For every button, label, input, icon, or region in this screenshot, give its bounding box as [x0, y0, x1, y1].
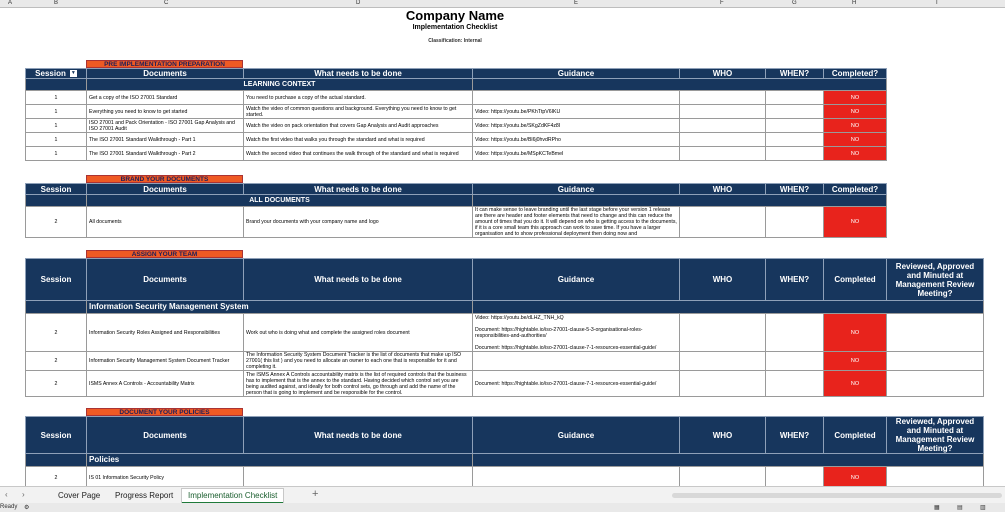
table-row: 2 IS 01 Information Security Policy NO: [26, 467, 984, 489]
group-label: Policies: [87, 454, 473, 467]
add-sheet-button[interactable]: +: [312, 488, 319, 500]
sheet-tab-bar: [0, 486, 1005, 504]
status-bar: [0, 503, 1005, 512]
learning-context-table: [25, 68, 887, 161]
col-documents: Documents: [87, 69, 244, 79]
all-documents-table: Session Documents What needs to be done Guidance WHO WHEN? Completed? ALL DOCUMENTS 2 All documents Brand your documents with your company name and logo It can make sense to leave branding until the last stage before your version 1 release are there are header and footer elements that need to change and this can reduce the amount of times that you do it. It will depend on who is getting access to the documents, if it is a core small team this approach can work to save time. If you have a larger organisation and to show professional deployment then doing now and NO: [25, 183, 887, 238]
status-cell[interactable]: NO: [824, 133, 887, 147]
status-cell[interactable]: NO: [824, 371, 887, 397]
section-tag: BRAND YOUR DOCUMENTS: [86, 175, 243, 183]
group-label: ALL DOCUMENTS: [87, 195, 473, 207]
status-cell[interactable]: NO: [824, 119, 887, 133]
table-row: 1 Everything you need to know to get started Watch the video of common questions and background. Everything you need to know to get started. Video: https://youtu.be/PKhTtpV6IKU NO: [26, 105, 887, 119]
col-header-e[interactable]: E: [574, 0, 579, 6]
col-header-a[interactable]: A: [8, 0, 13, 6]
normal-view-icon[interactable]: ▦: [934, 505, 940, 511]
table-row: 2 Information Security Management System Document Tracker The Information Security System Document Tracker is the list of documents that make up ISO 27001( this list ) and you need to allocate an owner to each one that is responsible for it and completing it. NO: [26, 352, 984, 371]
col-who: WHO: [680, 69, 766, 79]
table-row: 1 The ISO 27001 Standard Walkthrough - Part 1 Watch the first video that walks you through the standard and what is required Video: https://youtu.be/Bl6j0hvdRPho NO: [26, 133, 887, 147]
classification-label: Classification: Internal: [428, 38, 482, 44]
table-row: 2 ISMS Annex A Controls - Accountability Matrix The ISMS Annex A Controls accountability matrix is the list of required controls that the business has to implement that is the annex to the standard. Having decided which control set you are being audited against, and ideally for both control sets, go through and add the name of the person that is going to implement and be responsible for the control. Document: https://hightable.io/iso-27001-clause-7-1-resources-essential-guide/ NO: [26, 371, 984, 397]
tab-cover-page[interactable]: Cover Page: [58, 491, 101, 500]
section-tag: PRE IMPLEMENTATION PREPARATION: [86, 60, 243, 68]
status-ready: Ready: [0, 504, 18, 510]
chevron-left-icon[interactable]: ‹: [5, 490, 8, 499]
group-label: LEARNING CONTEXT: [87, 79, 473, 91]
status-cell[interactable]: NO: [824, 314, 887, 352]
table-row: 2 All documents Brand your documents with your company name and logo It can make sense to leave branding until the last stage before your version 1 release are there are header and footer elements that need to change and this can reduce the amount of times that you do it. It will depend on who is getting access to the documents, if it is a core small team this approach can work to save time. If you have a larger organisation and to show professional deployment then doing now and NO: [26, 207, 887, 238]
col-when: WHEN?: [766, 69, 824, 79]
col-header-g[interactable]: G: [792, 0, 797, 6]
dropdown-icon[interactable]: ▼: [70, 70, 76, 77]
col-header-h[interactable]: H: [852, 0, 857, 6]
section-tag: DOCUMENT YOUR POLICIES: [86, 408, 243, 416]
col-header-b[interactable]: B: [54, 0, 59, 6]
col-guidance: Guidance: [473, 69, 680, 79]
status-cell[interactable]: NO: [824, 147, 887, 161]
col-completed: Completed?: [824, 69, 887, 79]
chevron-right-icon[interactable]: ›: [22, 490, 25, 499]
tab-implementation-checklist[interactable]: Implementation Checklist: [182, 489, 283, 504]
section-tag: ASSIGN YOUR TEAM: [86, 250, 243, 258]
status-cell[interactable]: NO: [824, 105, 887, 119]
tab-progress-report[interactable]: Progress Report: [115, 491, 174, 500]
isms-table: Session Documents What needs to be done Guidance WHO WHEN? Completed Reviewed, Approved and Minuted at Management Review Meeting? Information Security Management System 2 Information Security Roles Assigned and Responsibilities Work out who is doing what and complete the assigned roles document Video: https://youtu.be/dLHZ_TNH_kQ Document: https://hightable.io/iso-27001-clause-5-3-organisational-roles-responsibilities-and-authorities/ Document: https://hightable.io/iso-27001-clause-7-1-resources-essential-guide/ NO 2 Information Security Management System Document Tracker The Information Security System Document Tracker is the list of documents that make up ISO 27001( this list ) and you need to allocate an owner to each one that is responsible for it and completing it. NO 2 ISMS Annex A Controls - Accountability Matrix The ISMS Annex A Controls accountability matrix is the list of required controls that the business has to implement that is the annex to the standard. Having decided which control set you are being audited against, and ideally for both control sets, go through and add the name of the person that is going to implement and be responsible for the control. Document: https://hightable.io/iso-27001-clause-7-1-resources-essential-guide/ NO: [25, 258, 984, 397]
col-header-i[interactable]: I: [936, 0, 938, 6]
group-label: Information Security Management System: [87, 301, 473, 314]
col-session[interactable]: Session ▼: [26, 69, 87, 79]
sheet-subtitle: Implementation Checklist: [412, 24, 498, 31]
status-cell[interactable]: NO: [824, 352, 887, 371]
status-cell[interactable]: NO: [824, 467, 887, 489]
table-row: 1 Get a copy of the ISO 27001 Standard You need to purchase a copy of the actual standard. NO: [26, 91, 887, 105]
policies-table: Session Documents What needs to be done Guidance WHO WHEN? Completed Reviewed, Approved and Minuted at Management Review Meeting? Policies 2 IS 01 Information Security Policy NO: [25, 416, 984, 489]
table-row: 2 Information Security Roles Assigned and Responsibilities Work out who is doing what and complete the assigned roles document Video: https://youtu.be/dLHZ_TNH_kQ Document: https://hightable.io/iso-27001-clause-5-3-organisational-roles-responsibilities-and-authorities/ Document: https://hightable.io/iso-27001-clause-7-1-resources-essential-guide/ NO: [26, 314, 984, 352]
col-reviewed: Reviewed, Approved and Minuted at Management Review Meeting?: [887, 259, 984, 301]
col-todo: What needs to be done: [244, 69, 473, 79]
table-row: 1 ISO 27001 and Pack Orientation - ISO 27001 Gap Analysis and ISO 27001 Audit Watch the video on pack orientation that covers Gap Analysis and Audit approaches Video: https://youtu.be/SKgZdKF4z8I NO: [26, 119, 887, 133]
status-cell[interactable]: NO: [824, 91, 887, 105]
status-cell[interactable]: NO: [824, 207, 887, 238]
table-row: 1 The ISO 27001 Standard Walkthrough - Part 2 Watch the second video that continues the walk through of the standard and what is required Video: https://youtu.be/MSpKCTeBmeI NO: [26, 147, 887, 161]
col-header-c[interactable]: C: [164, 0, 169, 6]
accessibility-icon[interactable]: ⚙: [24, 505, 30, 511]
page-break-icon[interactable]: ▥: [980, 505, 986, 511]
col-header-d[interactable]: D: [356, 0, 361, 6]
horizontal-scrollbar[interactable]: [672, 493, 1002, 498]
col-header-f[interactable]: F: [720, 0, 724, 6]
page-layout-icon[interactable]: ▤: [957, 505, 963, 511]
company-name: Company Name: [405, 8, 505, 23]
column-headers: [0, 0, 1005, 8]
